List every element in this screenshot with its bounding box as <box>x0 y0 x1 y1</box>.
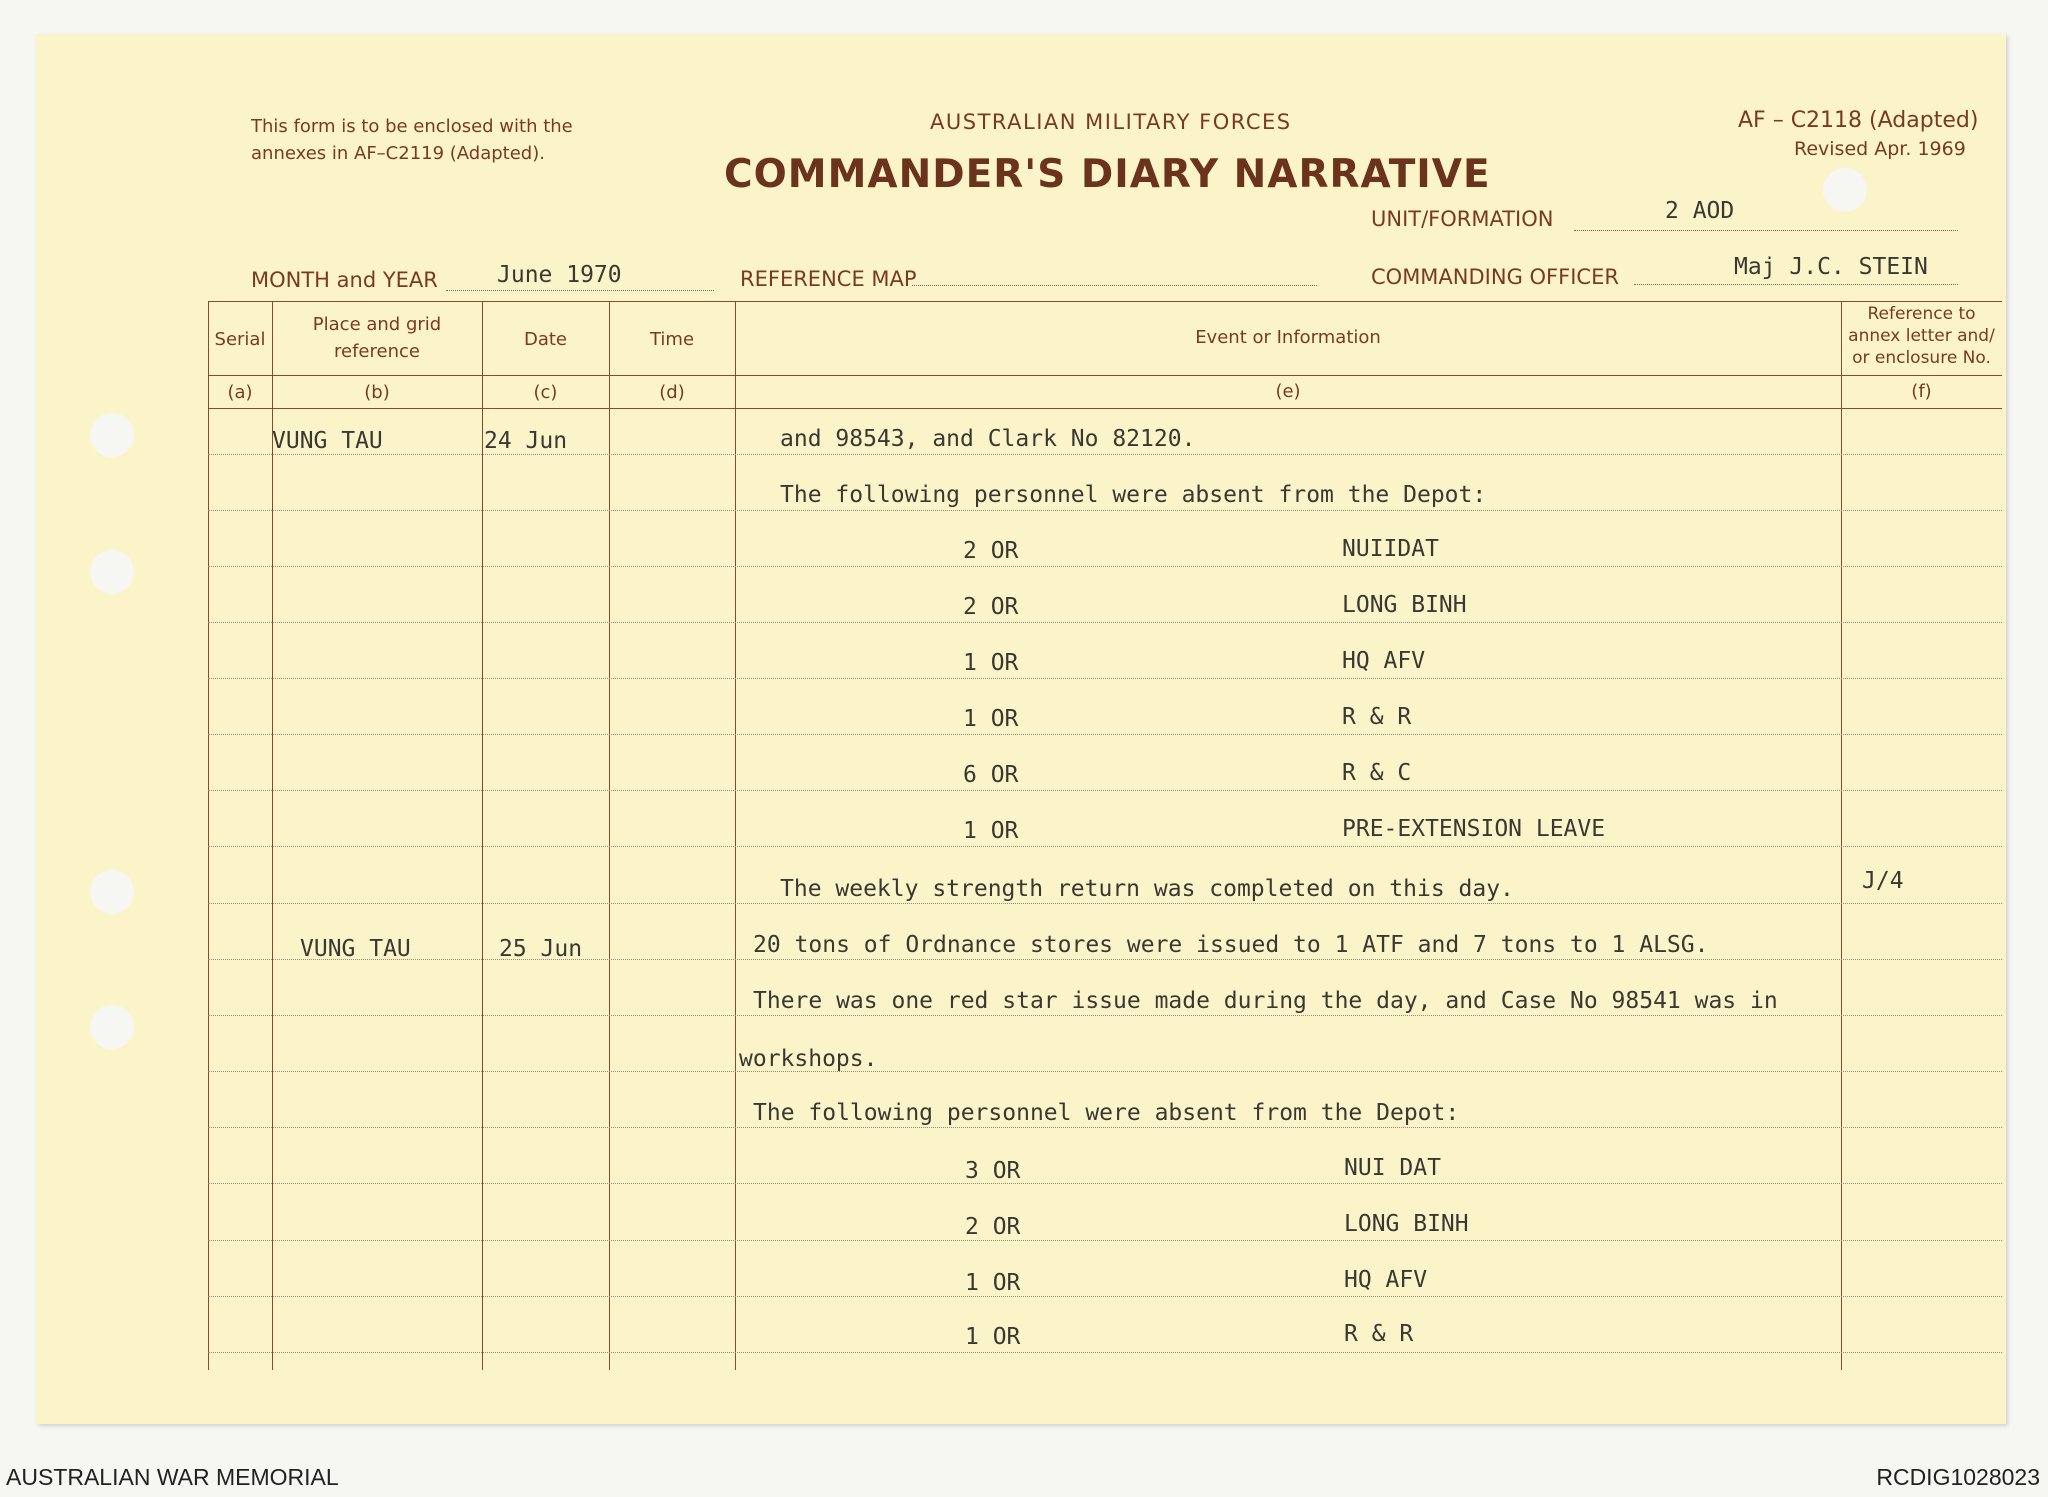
col-code-f: (f) <box>1911 381 1932 402</box>
ruled-line <box>208 1240 2002 1241</box>
absence-count: 3 OR <box>965 1158 1021 1184</box>
absence-count: 1 OR <box>965 1324 1021 1350</box>
ruled-line <box>208 1071 2002 1072</box>
absence-location: HQ AFV <box>1344 1267 1428 1293</box>
col-rule <box>609 301 610 1370</box>
entry-text: workshops. <box>739 1046 878 1072</box>
col-header-date-label: Date <box>523 329 568 350</box>
col-rule <box>272 301 273 1370</box>
absence-location: NUI DAT <box>1344 1155 1441 1181</box>
archive-credit: AUSTRALIAN WAR MEMORIAL <box>6 1464 339 1490</box>
entry-date: 24 Jun <box>484 428 568 454</box>
header-bottom-rule <box>208 375 2002 376</box>
col-code-b: (b) <box>364 382 390 403</box>
agency-heading: AUSTRALIAN MILITARY FORCES <box>930 110 1292 134</box>
entry-text: The weekly strength return was completed on this day. <box>780 876 1514 902</box>
punch-hole <box>90 1005 134 1049</box>
absence-count: 1 OR <box>963 650 1019 676</box>
archive-id: RCDIG1028023 <box>1876 1464 2040 1490</box>
col-code-a: (a) <box>227 382 253 403</box>
absence-location: HQ AFV <box>1342 648 1426 674</box>
ruled-line <box>208 1352 2002 1353</box>
ruled-line <box>208 1127 2002 1128</box>
col-header-serial-label: Serial <box>214 329 266 350</box>
col-header-time-label: Time <box>649 329 695 350</box>
absence-count: 1 OR <box>963 818 1019 844</box>
ruled-line <box>208 790 2002 791</box>
ruled-line <box>208 1296 2002 1297</box>
absence-count: 1 OR <box>963 706 1019 732</box>
absence-location: R & R <box>1344 1321 1414 1347</box>
col-code-e: (e) <box>1275 381 1301 402</box>
form-title: COMMANDER'S DIARY NARRATIVE <box>724 152 1491 197</box>
revised-date: Revised Apr. 1969 <box>1794 138 1966 160</box>
ruled-line <box>208 622 2002 623</box>
col-rule <box>1841 301 1842 1370</box>
absence-count: 1 OR <box>965 1270 1021 1296</box>
co-field-line <box>1634 284 1958 285</box>
ruled-line <box>208 510 2002 511</box>
col-header-event <box>735 324 1841 351</box>
month-field-line <box>446 290 714 291</box>
ruled-line <box>208 734 2002 735</box>
unit-field-line <box>1574 230 1958 231</box>
col-header-place <box>272 311 482 365</box>
absence-count: 2 OR <box>965 1214 1021 1240</box>
unit-label: UNIT/FORMATION <box>1371 207 1554 231</box>
month-year-value: June 1970 <box>497 262 622 288</box>
reference-map-label: REFERENCE MAP <box>740 267 917 291</box>
absence-location: PRE-EXTENSION LEAVE <box>1342 816 1606 842</box>
absence-count: 6 OR <box>963 762 1019 788</box>
commanding-officer-value: Maj J.C. STEIN <box>1734 254 1928 280</box>
absence-count: 2 OR <box>963 594 1019 620</box>
commanding-officer-label: COMMANDING OFFICER <box>1371 265 1619 289</box>
col-header-place-line2: reference <box>334 341 420 362</box>
entry-text: and 98543, and Clark No 82120. <box>780 426 1196 452</box>
col-header-reference-line2: annex letter and/ <box>1848 326 1995 346</box>
punch-hole <box>90 870 134 914</box>
enclosure-note-line1: This form is to be enclosed with the <box>251 116 573 137</box>
ruled-line <box>208 846 2002 847</box>
punch-hole <box>1823 168 1867 212</box>
entry-text: The following personnel were absent from the Depot: <box>780 482 1487 508</box>
col-rule <box>208 301 209 1370</box>
table-top-rule <box>208 301 2002 302</box>
ruled-line <box>208 454 2002 455</box>
diary-page <box>36 34 2006 1424</box>
code-row-rule <box>208 408 2002 409</box>
ruled-line <box>208 1183 2002 1184</box>
ruled-line <box>208 959 2002 960</box>
ruled-line <box>208 1015 2002 1016</box>
entry-date: 25 Jun <box>499 936 583 962</box>
punch-hole <box>90 550 134 594</box>
enclosure-note-line2: annexes in AF–C2119 (Adapted). <box>251 143 545 164</box>
col-header-reference-line3: or enclosure No. <box>1852 348 1991 368</box>
absence-location: R & C <box>1342 760 1412 786</box>
entry-place: VUNG TAU <box>272 428 383 454</box>
enclosure-note <box>251 113 573 167</box>
col-code-d: (d) <box>659 382 685 403</box>
col-header-date <box>482 326 609 353</box>
col-header-time <box>609 326 735 353</box>
unit-value: 2 AOD <box>1665 198 1735 224</box>
col-header-place-line1: Place and grid <box>312 314 442 335</box>
col-header-serial <box>208 326 272 353</box>
entry-text: 20 tons of Ordnance stores were issued to 1 ATF and 7 tons to 1 ALSG. <box>753 932 1709 958</box>
col-rule <box>735 301 736 1370</box>
entry-reference: J/4 <box>1862 868 1904 894</box>
ruled-line <box>208 566 2002 567</box>
ruled-line <box>208 678 2002 679</box>
absence-count: 2 OR <box>963 538 1019 564</box>
form-number: AF – C2118 (Adapted) <box>1738 108 1979 133</box>
absence-location: LONG BINH <box>1342 592 1467 618</box>
entry-place: VUNG TAU <box>300 936 411 962</box>
col-header-reference-line1: Reference to <box>1867 304 1976 324</box>
col-code-c: (c) <box>533 382 558 403</box>
month-year-label: MONTH and YEAR <box>251 268 438 292</box>
col-header-reference <box>1841 301 2002 369</box>
absence-location: NUIIDAT <box>1342 536 1439 562</box>
col-rule <box>482 301 483 1370</box>
absence-location: R & R <box>1342 704 1412 730</box>
ruled-line <box>208 903 2002 904</box>
entry-text: The following personnel were absent from the Depot: <box>753 1100 1460 1126</box>
col-header-event-label: Event or Information <box>1195 327 1381 348</box>
entry-text: There was one red star issue made during the day, and Case No 98541 was in <box>753 988 1778 1014</box>
map-field-line <box>912 285 1317 286</box>
absence-location: LONG BINH <box>1344 1211 1469 1237</box>
punch-hole <box>90 413 134 457</box>
